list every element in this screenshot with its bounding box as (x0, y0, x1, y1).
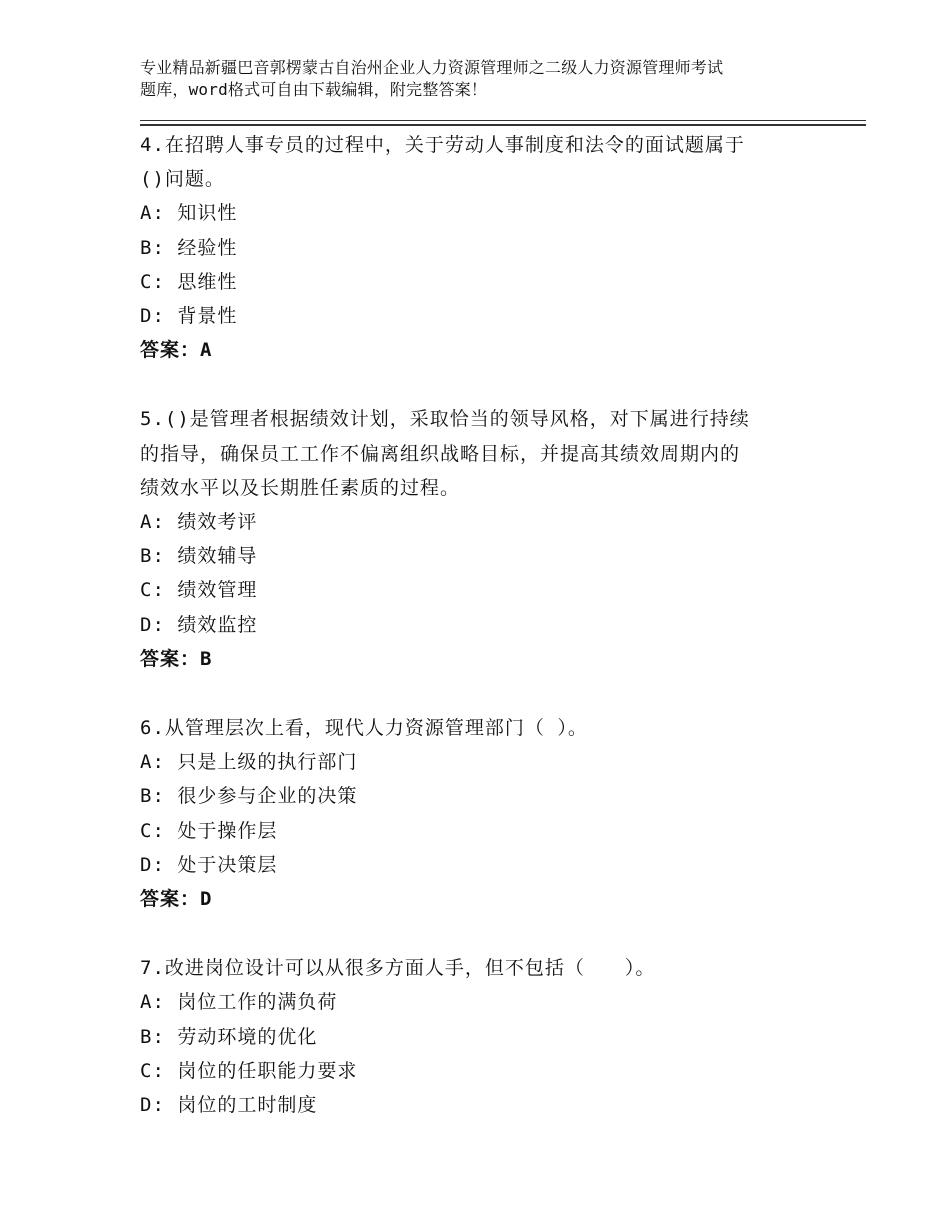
option-d: D: 岗位的工时制度 (140, 1094, 318, 1117)
question-stem-line: 的指导，确保员工工作不偏离组织战略目标，并提高其绩效周期内的 (140, 442, 741, 465)
question-stem-line: 绩效水平以及长期胜任素质的过程。 (140, 476, 461, 499)
option-d: D: 背景性 (140, 305, 238, 328)
question-stem-line: ()问题。 (140, 168, 225, 191)
question-list (140, 128, 850, 1122)
answer-label: 答案：B (140, 647, 213, 670)
question-stem-line: 4.在招聘人事专员的过程中，关于劳动人事制度和法令的面试题属于 (140, 134, 745, 156)
answer-label: 答案：D (140, 888, 213, 911)
option-c: C: 绩效管理 (140, 579, 258, 602)
option-a: A: 知识性 (140, 202, 238, 225)
option-b: B: 绩效辅导 (140, 545, 258, 568)
header-line-1: 专业精品新疆巴音郭楞蒙古自治州企业人力资源管理师之二级人力资源管理师考试 (140, 58, 724, 77)
option-d: D: 绩效监控 (140, 613, 258, 636)
answer-label: 答案：A (140, 339, 213, 362)
question-4 (140, 128, 850, 367)
option-a: A: 只是上级的执行部门 (140, 751, 358, 774)
question-stem-line: 6.从管理层次上看，现代人力资源管理部门（ ）。 (140, 717, 588, 740)
header-rule-thick (140, 124, 866, 126)
option-c: C: 岗位的任职能力要求 (140, 1059, 358, 1082)
header-line-2: 题库，word格式可自由下载编辑，附完整答案！ (140, 80, 488, 99)
document-header (140, 57, 840, 101)
option-b: B: 劳动环境的优化 (140, 1025, 318, 1048)
option-b: B: 很少参与企业的决策 (140, 785, 358, 808)
question-6 (140, 711, 850, 916)
option-a: A: 绩效考评 (140, 511, 258, 534)
option-d: D: 处于决策层 (140, 853, 278, 876)
question-7 (140, 951, 850, 1122)
question-5 (140, 402, 850, 676)
option-a: A: 岗位工作的满负荷 (140, 991, 338, 1014)
option-b: B: 经验性 (140, 236, 238, 259)
question-stem-line: 5.()是管理者根据绩效计划，采取恰当的领导风格，对下属进行持续 (140, 408, 750, 431)
question-stem-line: 7.改进岗位设计可以从很多方面人手，但不包括（ ）。 (140, 957, 656, 980)
option-c: C: 思维性 (140, 270, 238, 293)
option-c: C: 处于操作层 (140, 819, 278, 842)
header-rule-thin (140, 120, 866, 121)
